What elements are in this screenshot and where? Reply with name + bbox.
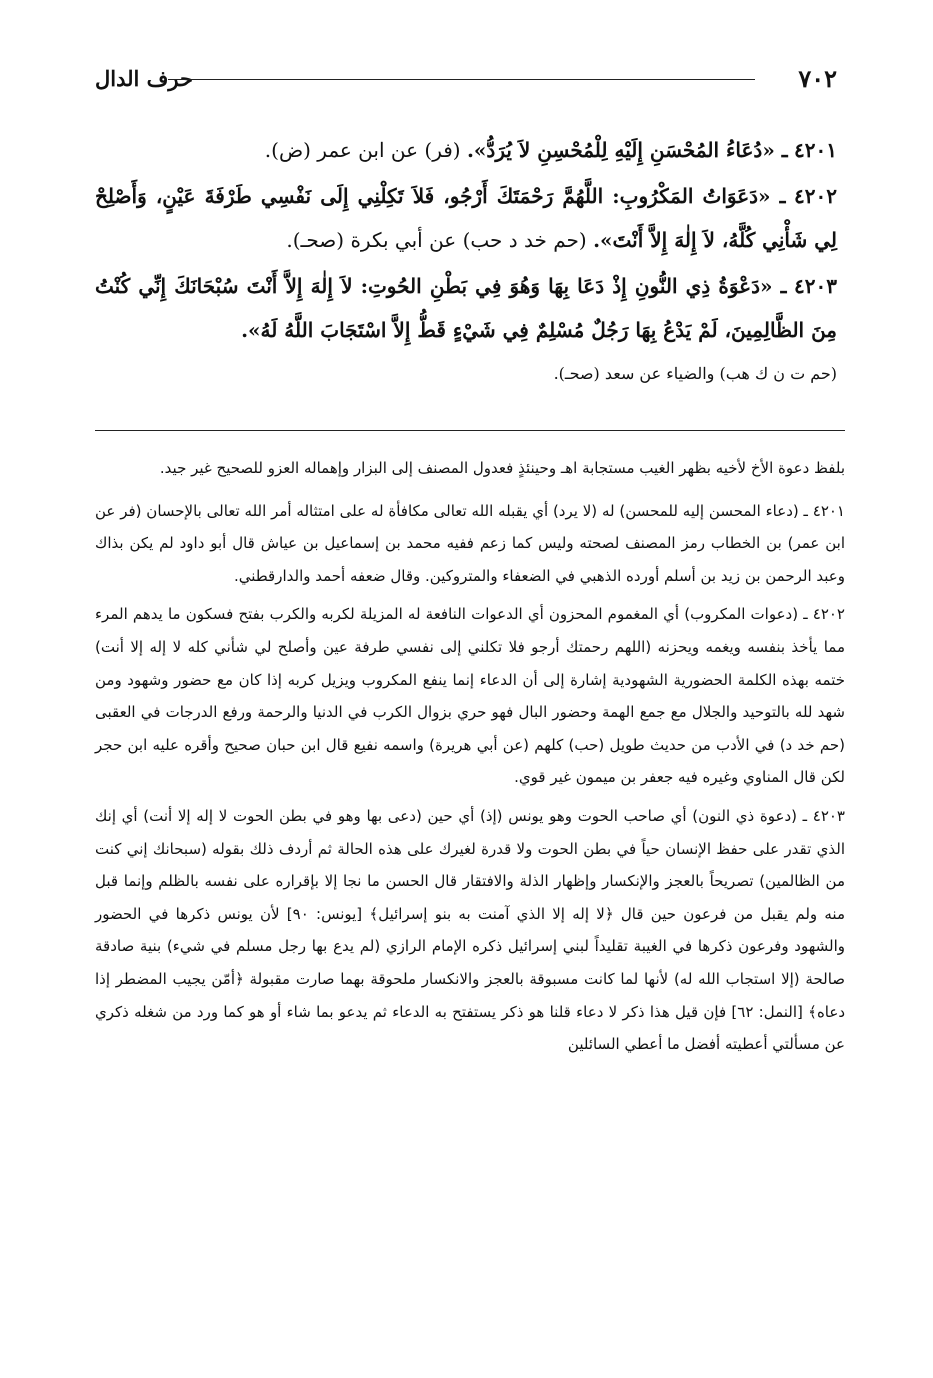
hadith-number: ٤٢٠١ [794,138,837,162]
hadith-section [95,128,837,394]
footnote-separator [95,430,845,431]
hadith-source: (فر) عن ابن عمر (ض). [264,138,461,162]
hadith-source: (حم ت ن ك هب) والضياء عن سعد (صحـ). [553,364,837,383]
hadith-entry [95,264,837,352]
commentary-section [95,452,845,1067]
commentary-paragraph: ٤٢٠٢ ـ (دعوات المكروب) أي المغموم المحزون أي الدعوات النافعة له المزيلة لكربه والكرب بفتح فسكون ما يدهم المرء مما يأخذ بنفسه ويغمه ويحزنه (اللهم رحمتك أرجو فلا تكلني إلى نفسي طرفة عين وأصلح لي شأني كله لا إله إلا أنت) ختمه بهذه الكلمة الحضورية الشهودية إشارة إلى أن الدعاء إنما ينفع المكروب ويزيل كربه إذا كان مع حضور وشهود ومن شهد لله بالتوحيد والجلال مع جمع الهمة وحضور البال فهو حري بزوال الكرب في الدنيا والرحمة ورفع الدرجات في العقبى (حم خد د) في الأدب من حديث طويل (حب) كلهم (عن أبي هريرة) واسمه نفيع قال ابن حبان صحيح وأقره عليه ابن حجر لكن قال المناوي وغيره فيه جعفر بن ميمون غير قوي. [95,605,845,787]
commentary-paragraph: بلفظ دعوة الأخ لأخيه بظهر الغيب مستجابة اهـ وحينئذٍ فعدول المصنف إلى البزار وإهماله العزو للصحيح غير جيد. [159,459,845,477]
hadith-dash: ـ [770,184,786,208]
commentary-paragraph: ٤٢٠١ ـ (دعاء المحسن إليه للمحسن) له (لا يرد) أي يقبله الله تعالى مكافأة له على امتثاله أمر الله تعالى بالإحسان (فر عن ابن عمر) بن الخطاب رمز المصنف لصحته وليس كما زعم ففيه محمد بن إسماعيل بن عياش قال أبو داود لم يكن بذاك وعبد الرحمن بن زيد بن أسلم أورده الذهبي في الضعفاء والمتروكين. وقال ضعفه أحمد والدارقطني. [95,501,845,585]
hadith-dash: ـ [774,138,788,162]
hadith-text: «دَعَوَاتُ المَكْرُوبِ: اللَّهُمَّ رَحْمَتَكَ أَرْجُو، فَلاَ تَكِلْنِي إِلَى نَفْسِي طَرْفَةَ عَيْنٍ، وَأَصْلِحْ لِي شَأْنِي كُلَّهُ، لاَ إِلٰهَ إِلاَّ أَنْتَ». [95,184,837,252]
hadith-entry [95,174,837,262]
hadith-entry [95,128,837,172]
commentary-paragraph: ٤٢٠٣ ـ (دعوة ذي النون) أي صاحب الحوت وهو يونس (إذ) أي حين (دعى بها وهو في بطن الحوت لا إله إلا أنت) أي إنك الذي تقدر على حفظ الإنسان حياً في بطن الحوت ولا قدرة لغيرك على هذه الحالة ثم أردف ذلك بقوله (سبحانك إني كنت من الظالمين) تصريحاً بالعجز والإنكسار وإظهار الذلة والافتقار قال الحسن ما نجا إلا بإقراره على نفسه بالظلم وإنما قبل منه ولم يقبل من فرعون حين قال ﴿لا إله إلا الذي آمنت به بنو إسرائيل﴾ [يونس: ٩٠] لأن يونس ذكرها في الحضور والشهود وفرعون ذكرها في الغيبة تقليداً لبني إسرائيل ذكره الإمام الرازي (لم يدع بها رجل مسلم في شيء) بنية صادقة صالحة (إلا استجاب الله له) لأنها لما كانت مسبوقة بالعجز والانكسار ملحوقة بهما صارت مقبولة ﴿أمّن يجيب المضطر إذا دعاه﴾ [النمل: ٦٢] فإن قيل هذا ذكر لا دعاء قلنا هو ذكر يستفتح به الدعاء ثم يدعو بما شاء أو هو كما ورد من شغله ذكري عن مسألتي أعطيته أفضل ما أعطي السائلين [95,806,845,1054]
hadith-number: ٤٢٠٢ [794,184,837,208]
hadith-source: (حم خد د حب) عن أبي بكرة (صحـ). [286,228,587,252]
page-number: ٧٠٢ [798,63,837,93]
hadith-text: «دَعْوَةُ ذِي النُّونِ إِذْ دَعَا بِهَا وَهُوَ فِي بَطْنِ الحُوتِ: لاَ إِلٰهَ إِلاَّ أَنْتَ سُبْحَانَكَ إِنِّي كُنْتُ مِنَ الظَّالِمِينَ، لَمْ يَدْعُ بِهَا رَجُلٌ مُسْلِمٌ فِي شَيْءٍ قَطُّ إِلاَّ اسْتَجَابَ اللَّهُ لَهُ». [95,274,837,342]
hadith-text: «دُعَاءُ المُحْسَنِ إِلَيْهِ لِلْمُحْسِنِ لاَ يُرَدُّ». [466,138,775,162]
chapter-title: حرف الدال [95,65,193,91]
hadith-dash: ـ [772,274,787,298]
page-header [95,60,837,96]
hadith-number: ٤٢٠٣ [794,274,838,298]
header-rule [168,79,755,80]
